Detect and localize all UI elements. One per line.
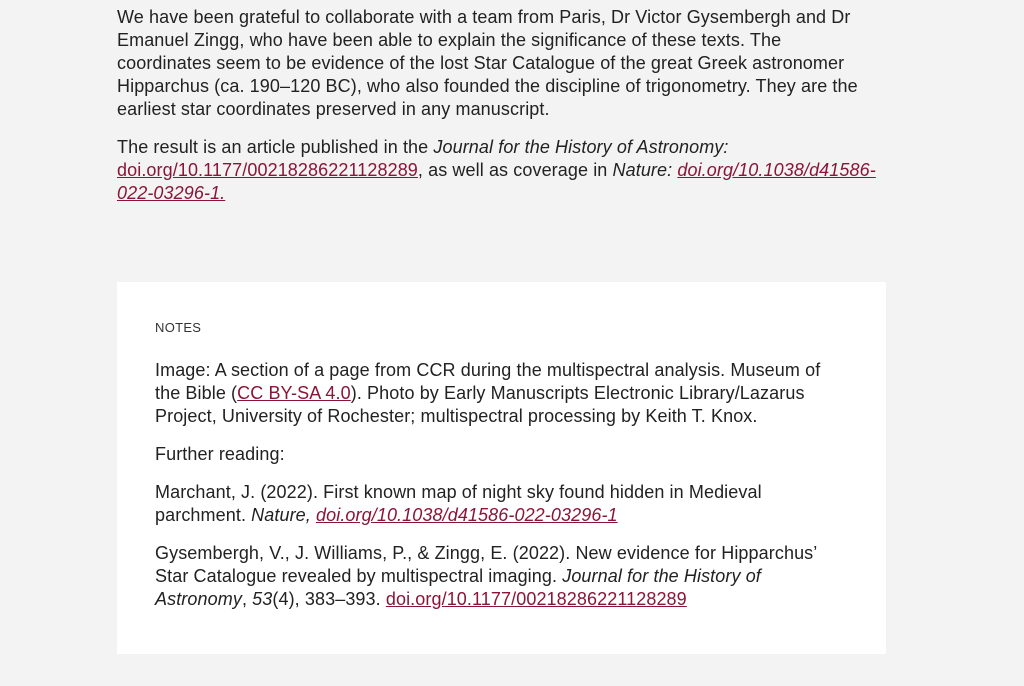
article-body xyxy=(117,6,877,205)
article-paragraph-publication xyxy=(117,136,877,205)
publication-mid: , as well as coverage in xyxy=(417,160,613,180)
article-paragraph: We have been grateful to collaborate with a team from Paris, Dr Victor Gysembergh and Dr Emanuel Zingg, who have been able to explain the significance of these texts. The coordinates seem to be evidence of the lost Star Catalogue of the great Greek astronomer Hipparchus (ca. 190–120 BC), who also founded the discipline of trigonometry. They are the earliest star coordinates preserved in any manuscript. xyxy=(117,7,858,119)
reference-marchant: Marchant, J. (2022). First known map of night sky found hidden in Medieval parchment. Nature, doi.org/10.1038/d41586-022-03296-1 xyxy=(155,482,762,525)
doi-link-gysembergh[interactable]: doi.org/10.1177/00218286221128289 xyxy=(385,589,687,609)
further-reading-label: Further reading: xyxy=(155,444,285,464)
journal-name: Journal for the History of Astronomy: xyxy=(433,137,729,157)
reference-volume: 53 xyxy=(252,589,273,609)
notes-heading: NOTES xyxy=(155,320,202,335)
reference-journal: Journal for the History of Astronomy xyxy=(155,566,761,609)
notes-box xyxy=(117,282,886,654)
nature-name: Nature: xyxy=(612,160,673,180)
license-link[interactable]: CC BY-SA 4.0 xyxy=(237,383,351,403)
doi-link-marchant[interactable]: doi.org/10.1038/d41586-022-03296-1 xyxy=(316,505,618,525)
doi-link-journal[interactable]: doi.org/10.1177/00218286221128289 xyxy=(117,160,418,180)
reference-gysembergh: Gysembergh, V., J. Williams, P., & Zingg, E. (2022). New evidence for Hipparchus’ Star Catalogue revealed by multispectral imaging. Journal for the History of Astronomy, 53(4), 383–393. doi.org/10.1177/00218286221128289 xyxy=(155,543,817,609)
reference-journal: Nature, xyxy=(251,505,311,525)
image-credit: Image: A section of a page from CCR during the multispectral analysis. Museum of the Bible (CC BY-SA 4.0). Photo by Early Manuscripts Electronic Library/Lazarus Project, University of Rochester; multispectral processing by Keith T. Knox. xyxy=(155,360,821,426)
publication-intro: The result is an article published in the xyxy=(117,137,434,157)
doi-link-nature[interactable]: doi.org/10.1038/d41586-022-03296-1. xyxy=(117,160,876,203)
